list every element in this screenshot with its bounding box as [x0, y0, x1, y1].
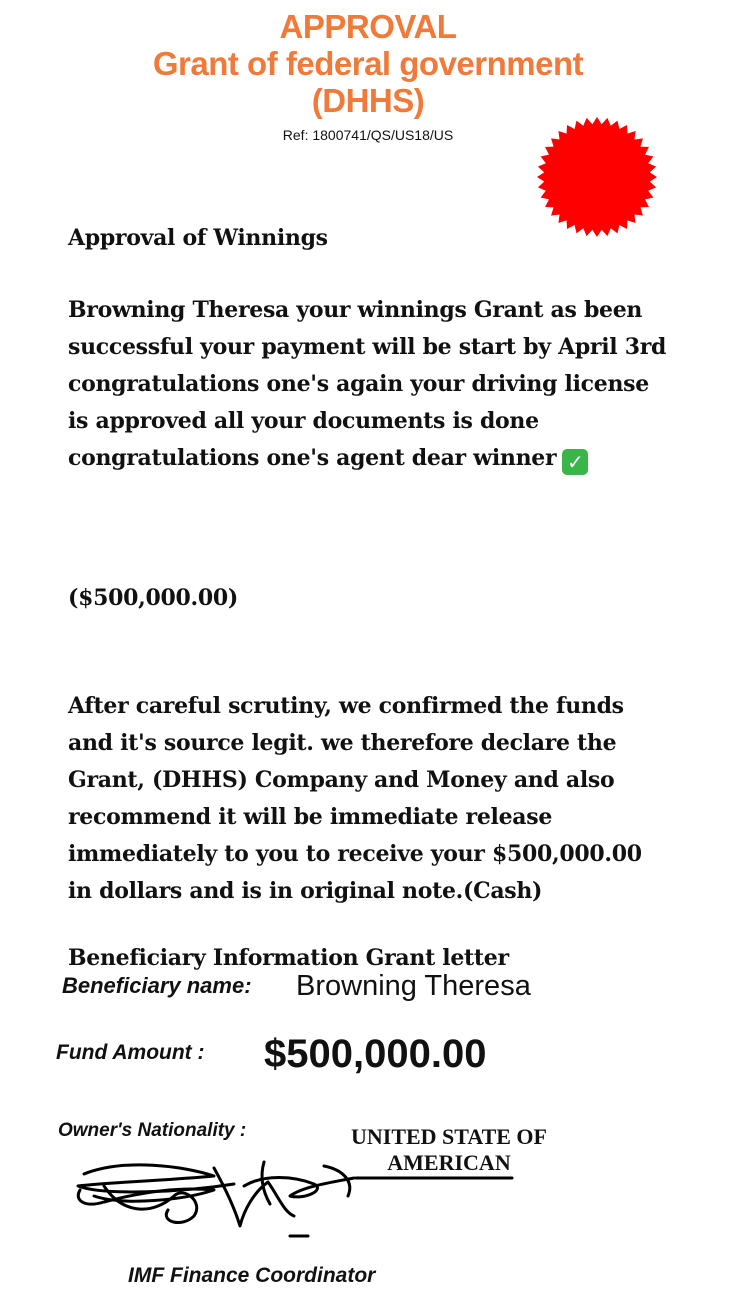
title-agency: (DHHS) — [311, 82, 425, 119]
title-grant: Grant of federal government — [152, 45, 584, 82]
check-mark-icon: ✓ — [562, 449, 588, 475]
signer-title: IMF Finance Coordinator — [128, 1264, 376, 1287]
amount-parenthetical: ($500,000.00) — [68, 585, 239, 611]
beneficiary-name-label: Beneficiary name: — [62, 973, 252, 998]
nationality-value: UNITED STATE OF AMERICAN — [350, 1124, 547, 1175]
letter-heading: Approval of Winnings — [68, 225, 328, 251]
paragraph-1-text: Browning Theresa your winnings Grant as been successful your payment will be start by April 3rd congratulations one's again your driving license is approved all your documents is done congratulations one's agent dear winner — [68, 297, 667, 471]
nationality-label: Owner's Nationality : — [58, 1120, 247, 1141]
letter-paragraph-2: After careful scrutiny, we confirmed the funds and it's source legit. we therefore declare the Grant, (DHHS) Company and Money and also recommend it will be immediate release immediately to you to receive your $500,000.00 in dollars and is in original note.(Cash) — [68, 693, 642, 904]
fund-amount-value: $500,000.00 — [264, 1032, 487, 1076]
beneficiary-info-title: Beneficiary Information Grant letter — [68, 945, 509, 971]
title-approval: APPROVAL — [279, 8, 457, 45]
fund-amount-label: Fund Amount : — [56, 1041, 205, 1064]
signature-scribble — [64, 1156, 524, 1242]
letter-paragraph-1 — [68, 292, 668, 477]
beneficiary-name-value: Browning Theresa — [296, 970, 531, 1002]
reference-number: Ref: 1800741/QS/US18/US — [282, 127, 454, 143]
